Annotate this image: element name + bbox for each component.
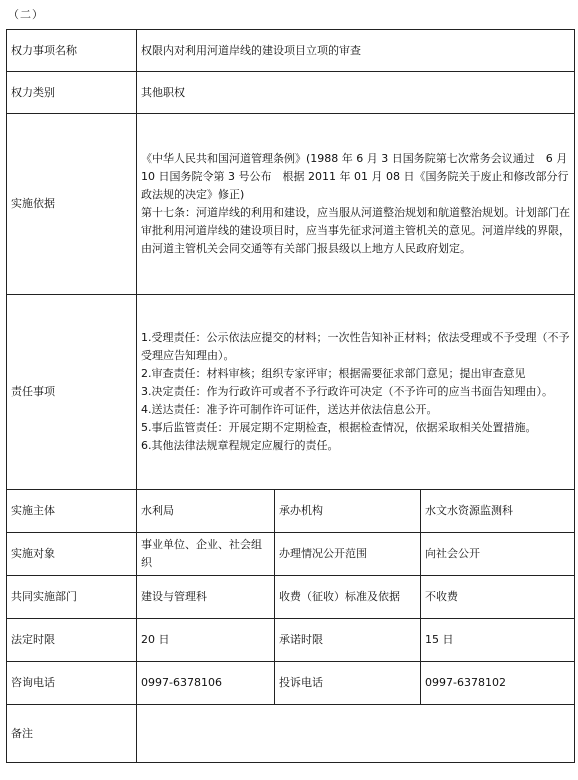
responsibility-item: 5.事后监管责任：开展定期不定期检查，根据检查情况，依据采取相关处置措施。	[141, 421, 537, 434]
basis-value	[137, 114, 575, 295]
promised-limit-label: 承诺时限	[275, 619, 421, 662]
power-name-value: 权限内对利用河道岸线的建设项目立项的审查	[137, 30, 575, 72]
power-category-label: 权力类别	[7, 72, 137, 114]
responsibilities-value	[137, 295, 575, 490]
subject-label: 实施主体	[7, 490, 137, 533]
target-label: 实施对象	[7, 533, 137, 576]
row-power-name	[7, 30, 575, 72]
responsibility-item: 4.送达责任：准予许可制作许可证件，送达并依法信息公开。	[141, 403, 438, 416]
handling-unit-value: 水文水资源监测科	[421, 490, 575, 533]
row-remarks	[7, 705, 575, 763]
responsibility-item: 1.受理责任：公示依法应提交的材料；一次性告知补正材料；依法受理或不予受理（不予受理应告知理由）。	[141, 331, 570, 362]
consult-phone-value: 0997-6378106	[137, 662, 275, 705]
statutory-limit-label: 法定时限	[7, 619, 137, 662]
remarks-label: 备注	[7, 705, 137, 763]
row-basis	[7, 114, 575, 295]
responsibility-item: 6.其他法律法规章程规定应履行的责任。	[141, 439, 339, 452]
power-name-label: 权力事项名称	[7, 30, 137, 72]
row-target	[7, 533, 575, 576]
row-power-category	[7, 72, 575, 114]
target-value: 事业单位、企业、社会组织	[137, 533, 275, 576]
remarks-value	[137, 705, 575, 763]
subject-value: 水利局	[137, 490, 275, 533]
section-marker: （二）	[8, 8, 44, 21]
joint-department-label: 共同实施部门	[7, 576, 137, 619]
consult-phone-label: 咨询电话	[7, 662, 137, 705]
responsibility-item: 3.决定责任：作为行政许可或者不予行政许可决定（不予许可的应当书面告知理由）。	[141, 385, 553, 398]
fee-standard-label: 收费（征收）标准及依据	[275, 576, 421, 619]
row-subject	[7, 490, 575, 533]
row-phone	[7, 662, 575, 705]
row-joint	[7, 576, 575, 619]
responsibilities-label: 责任事项	[7, 295, 137, 490]
complaint-phone-label: 投诉电话	[275, 662, 421, 705]
disclosure-scope-value: 向社会公开	[421, 533, 575, 576]
complaint-phone-value: 0997-6378102	[421, 662, 575, 705]
fee-standard-value: 不收费	[421, 576, 575, 619]
power-item-table	[6, 29, 575, 763]
joint-department-value: 建设与管理科	[137, 576, 275, 619]
responsibility-item: 2.审查责任：材料审核；组织专家评审；根据需要征求部门意见；提出审查意见	[141, 367, 526, 380]
basis-label: 实施依据	[7, 114, 137, 295]
promised-limit-value: 15 日	[421, 619, 575, 662]
power-category-value: 其他职权	[137, 72, 575, 114]
statutory-limit-value: 20 日	[137, 619, 275, 662]
basis-paragraph: 第十七条：河道岸线的利用和建设，应当服从河道整治规划和航道整治规划。计划部门在审批利用河道岸线的建设项目时，应当事先征求河道主管机关的意见。河道岸线的界限，由河道主管机关会同交通等有关部门报县级以上地方人民政府划定。	[141, 206, 570, 255]
row-time-limit	[7, 619, 575, 662]
disclosure-scope-label: 办理情况公开范围	[275, 533, 421, 576]
basis-paragraph: 《中华人民共和国河道管理条例》(1988 年 6 月 3 日国务院第七次常务会议通过 6 月 10 日国务院令第 3 号公布 根据 2011 年 01 月 08 日《国务院关于废止和修改部分行政法规的决定》修正)	[141, 152, 569, 201]
handling-unit-label: 承办机构	[275, 490, 421, 533]
row-responsibilities	[7, 295, 575, 490]
